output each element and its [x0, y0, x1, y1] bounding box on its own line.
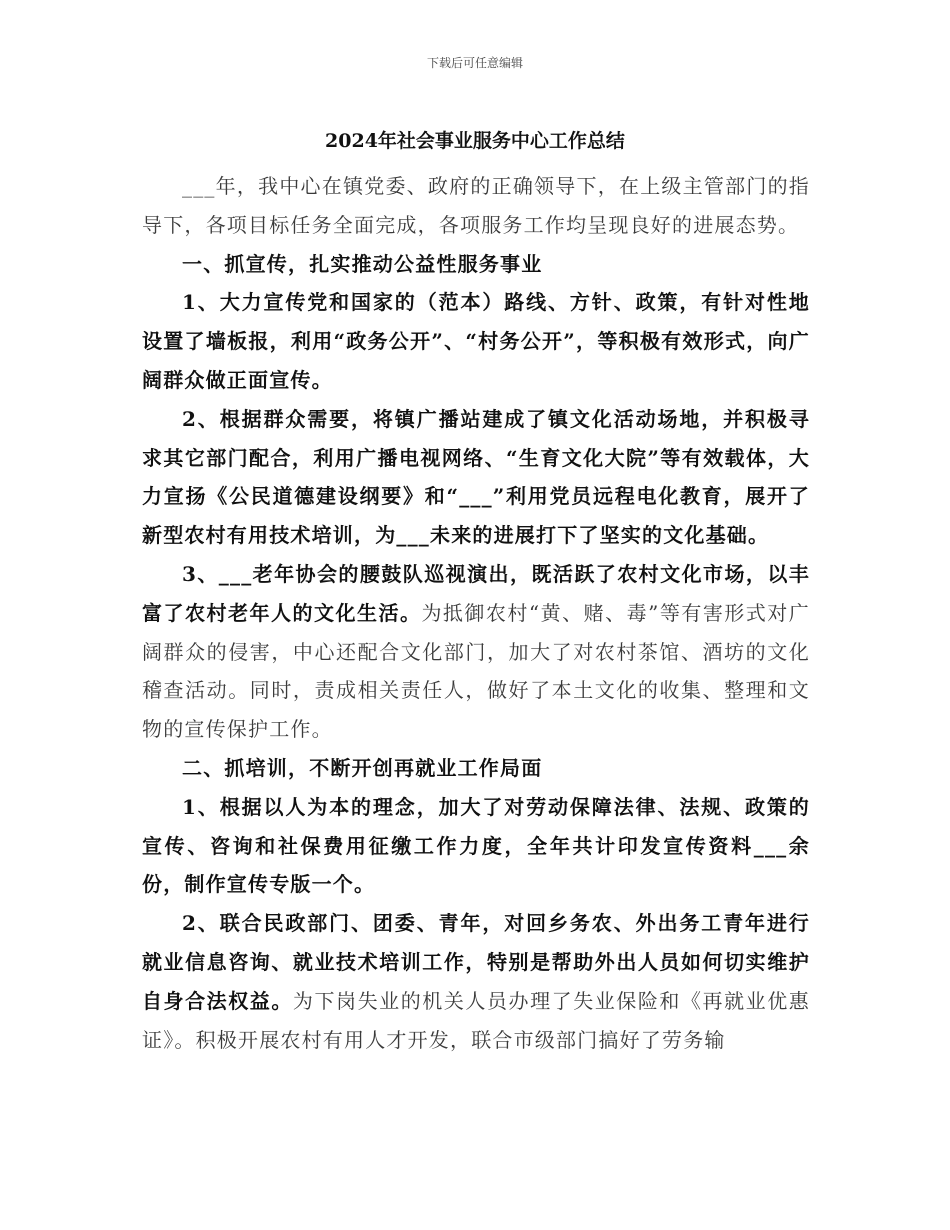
paragraph-intro — [142, 167, 810, 245]
header-note: 下载后可任意编辑 — [426, 56, 523, 70]
paragraph-text-bold: 3、___老年协会的腰鼓队巡视演出，既活跃了农村文化市场，以丰富了农村老年人的文化生活。 — [142, 561, 810, 625]
paragraph-text-bold: 2、联合民政部门、团委、青年，对回乡务农、外出务工青年进行就业信息咨询、就业技术培训工作，特别是帮助外出人员如何切实维护自身合法权益。 — [142, 911, 810, 1013]
document-body — [142, 167, 810, 1059]
paragraph-text: 1、大力宣传党和国家的（范本）路线、方针、政策，有针对性地设置了墙板报，利用“政务公开”、“村务公开”，等积极有效形式，向广阔群众做正面宣传。 — [142, 290, 810, 392]
section-heading-2 — [142, 749, 810, 788]
paragraph-2-2 — [142, 904, 810, 1059]
document-title: 2024年社会事业服务中心工作总结 — [325, 130, 625, 152]
paragraph-text: 2、根据群众需要，将镇广播站建成了镇文化活动场地，并积极寻求其它部门配合，利用广播电视网络、“生育文化大院”等有效载体，大力宣扬《公民道德建设纲要》和“___”利用党员远程电化教育，展开了新型农村有用技术培训，为___未来的进展打下了坚实的文化基础。 — [142, 406, 810, 548]
paragraph-text-normal: 为抵御农村“黄、赌、毒”等有害形式对广阔群众的侵害，中心还配合文化部门，加大了对农村茶馆、酒坊的文化稽查活动。同时，责成相关责任人，做好了本土文化的收集、整理和文物的宣传保护工作。 — [142, 600, 810, 742]
paragraph-1-1 — [142, 283, 810, 399]
heading-text: 二、抓培训，不断开创再就业工作局面 — [182, 755, 543, 780]
section-heading-1 — [142, 245, 810, 284]
paragraph-text: 1、根据以人为本的理念，加大了对劳动保障法律、法规、政策的宣传、咨询和社保费用征缴工作力度，全年共计印发宣传资料___余份，制作宣传专版一个。 — [142, 794, 810, 897]
paragraph-2-1 — [142, 788, 810, 904]
paragraph-text: ___年，我中心在镇党委、政府的正确领导下，在上级主管部门的指导下，各项目标任务全面完成，各项服务工作均呈现良好的进展态势。 — [142, 174, 810, 237]
paragraph-1-3 — [142, 555, 810, 749]
paragraph-1-2 — [142, 400, 810, 555]
heading-text: 一、抓宣传，扎实推动公益性服务事业 — [182, 251, 543, 276]
paragraph-text-normal: 为下岗失业的机关人员办理了失业保险和《再就业优惠证》。积极开展农村有用人才开发，联合市级部门搞好了劳务输 — [142, 988, 810, 1052]
